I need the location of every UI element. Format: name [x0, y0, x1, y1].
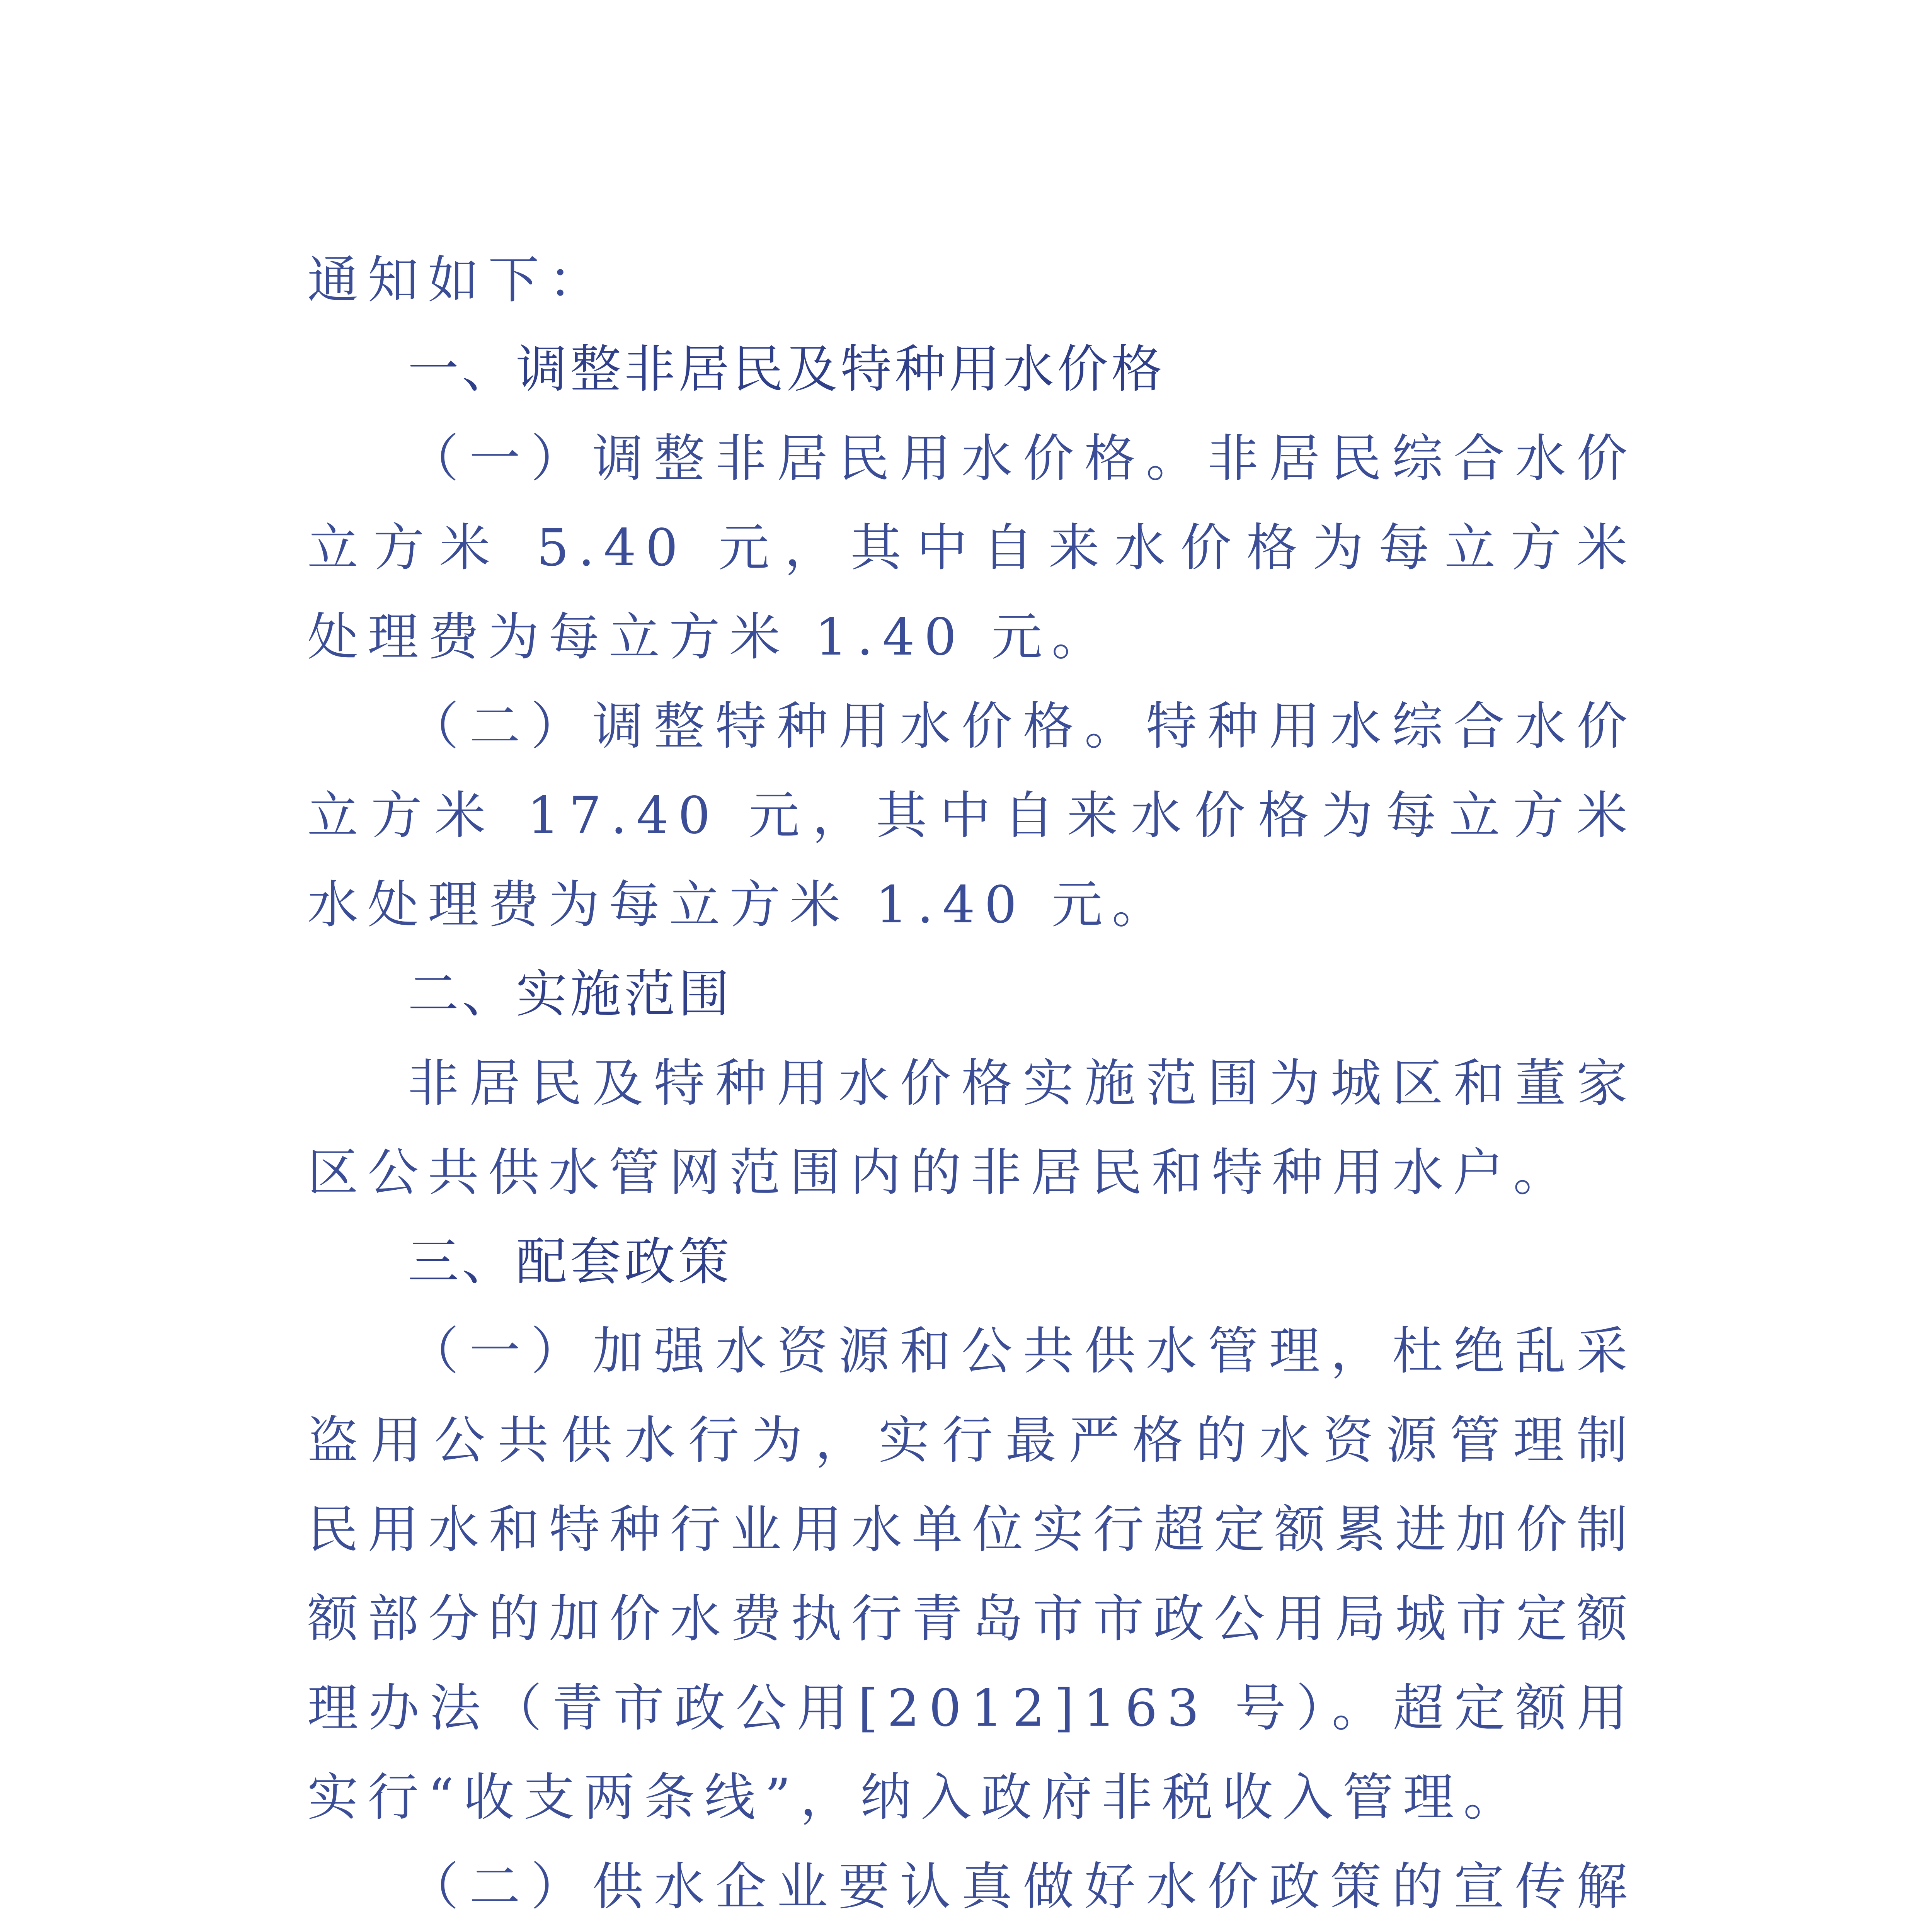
text-line: 额部分的加价水费执行青岛市市政公用局城市定额	[307, 1589, 1637, 1649]
text-line: 理办法（青市政公用[2012]163 号）。超定额用	[307, 1679, 1637, 1738]
text-line-intro: 通知如下：	[307, 250, 609, 310]
document-body	[307, 236, 1637, 1932]
text-line: 立方米 17.40 元，其中自来水价格为每立方米	[307, 786, 1637, 845]
text-line: 立方米 5.40 元，其中自来水价格为每立方米	[307, 518, 1637, 578]
text-line: 非居民及特种用水价格实施范围为城区和董家	[408, 1054, 1637, 1113]
heading-section-3: 三、配套政策	[408, 1232, 732, 1292]
text-line: 处理费为每立方米 1.40 元。	[307, 607, 1112, 667]
text-line: 民用水和特种行业用水单位实行超定额累进加价制	[307, 1500, 1637, 1560]
text-line: （二）供水企业要认真做好水价政策的宣传解	[408, 1857, 1637, 1917]
text-line: 区公共供水管网范围内的非居民和特种用水户。	[307, 1143, 1573, 1202]
text-line: 盗用公共供水行为，实行最严格的水资源管理制	[307, 1411, 1637, 1470]
text-line: （一）调整非居民用水价格。非居民综合水价	[408, 429, 1637, 488]
text-line: （一）加强水资源和公共供水管理，杜绝乱采	[408, 1321, 1637, 1381]
heading-section-1: 一、调整非居民及特种用水价格	[408, 340, 1165, 399]
text-line: （二）调整特种用水价格。特种用水综合水价	[408, 697, 1637, 756]
text-line: 实行“收支两条线”，纳入政府非税收入管理。	[307, 1768, 1524, 1827]
heading-section-2: 二、实施范围	[408, 964, 732, 1024]
text-line: 水处理费为每立方米 1.40 元。	[307, 875, 1172, 935]
